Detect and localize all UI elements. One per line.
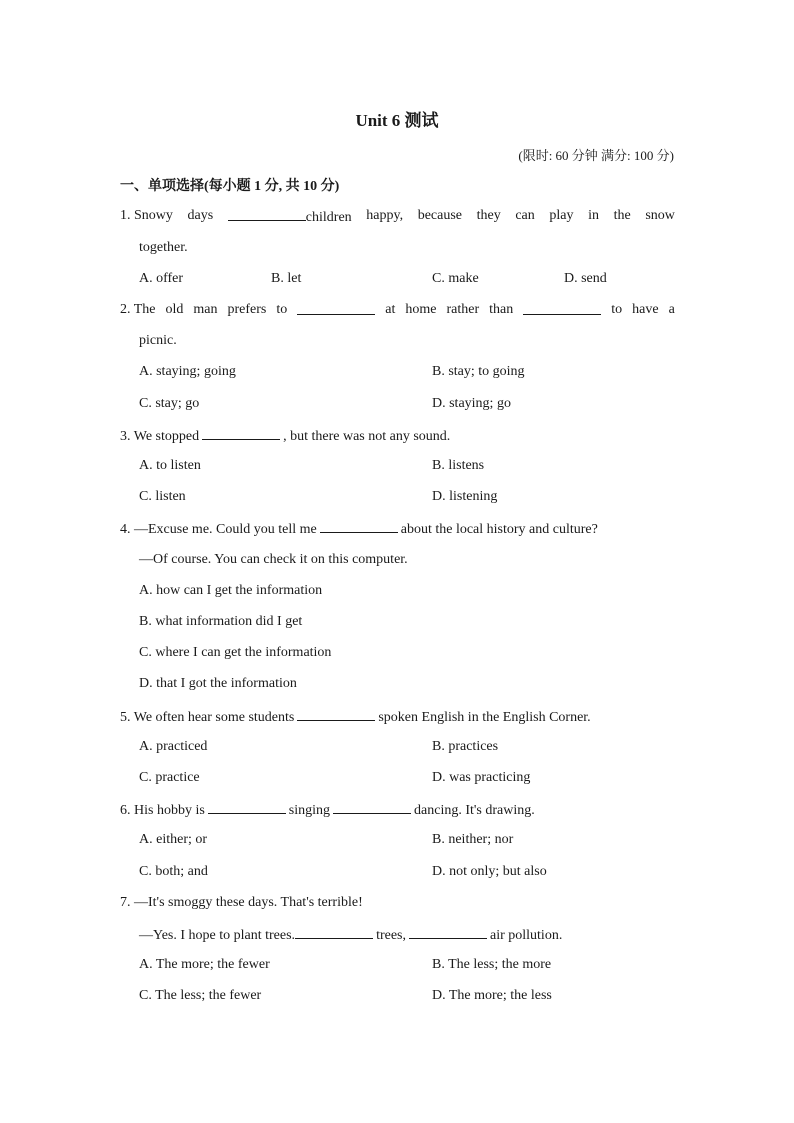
option-a[interactable]: A. how can I get the information [139, 583, 323, 598]
answer-blank[interactable] [297, 706, 375, 721]
word: in [588, 208, 599, 223]
question-2-stem [120, 300, 675, 320]
word: children [305, 210, 352, 225]
word: at [385, 302, 396, 317]
question-1-continuation: together. [139, 240, 188, 255]
stem-text: 6. His hobby is [120, 803, 205, 818]
question-6-stem [120, 799, 675, 821]
option-b[interactable]: B. stay; to going [432, 364, 525, 379]
question-7-reply [139, 924, 675, 946]
stem-text: , but there was not any sound. [283, 429, 451, 444]
section-heading: 一、单项选择(每小题 1 分, 共 10 分) [120, 179, 340, 194]
answer-blank[interactable] [409, 924, 487, 939]
word: they [476, 208, 501, 223]
option-c[interactable]: C. stay; go [139, 396, 200, 411]
stem-text: 3. We stopped [120, 429, 200, 444]
option-b[interactable]: B. The less; the more [432, 957, 552, 972]
option-b[interactable]: B. neither; nor [432, 832, 514, 847]
stem-text: air pollution. [490, 928, 563, 943]
word: 1. Snowy [120, 208, 173, 223]
option-d[interactable]: D. that I got the information [139, 676, 297, 691]
word: old [165, 302, 184, 317]
stem-text: spoken English in the English Corner. [378, 710, 591, 725]
page-title: Unit 6 测试 [355, 111, 439, 130]
option-c[interactable]: C. both; and [139, 864, 208, 879]
word: snow [645, 208, 675, 223]
option-c[interactable]: C. listen [139, 489, 186, 504]
word: the [613, 208, 631, 223]
stem-text: about the local history and culture? [400, 522, 598, 537]
option-b[interactable]: B. what information did I get [139, 614, 303, 629]
option-d[interactable]: D. staying; go [432, 396, 511, 411]
option-c[interactable]: C. practice [139, 770, 200, 785]
option-b[interactable]: B. practices [432, 739, 499, 754]
option-d[interactable]: D. was practicing [432, 770, 531, 785]
word: prefers [227, 302, 267, 317]
word: to [611, 302, 623, 317]
option-c[interactable]: C. make [432, 271, 479, 286]
option-d[interactable]: D. listening [432, 489, 498, 504]
question-7-stem: 7. —It's smoggy these days. That's terrible! [120, 895, 363, 910]
answer-blank[interactable] [523, 300, 601, 315]
question-3-stem [120, 425, 675, 447]
word: 2. The [120, 302, 156, 317]
question-5-stem [120, 706, 675, 728]
word: happy, [366, 208, 404, 223]
stem-text: dancing. It's drawing. [414, 803, 535, 818]
question-2-continuation: picnic. [139, 333, 177, 348]
word: man [193, 302, 218, 317]
option-c[interactable]: C. The less; the fewer [139, 988, 262, 1003]
stem-text: —Yes. I hope to plant trees. [139, 928, 296, 943]
answer-blank[interactable] [333, 799, 411, 814]
option-d[interactable]: D. not only; but also [432, 864, 547, 879]
option-c[interactable]: C. where I can get the information [139, 645, 332, 660]
word: can [515, 208, 535, 223]
option-d[interactable]: D. send [564, 271, 607, 286]
word: days [187, 208, 214, 223]
stem-text: 4. —Excuse me. Could you tell me [120, 522, 317, 537]
question-1-stem [120, 206, 675, 228]
answer-blank[interactable] [295, 924, 373, 939]
word: home [405, 302, 437, 317]
word: to [276, 302, 288, 317]
word: rather [446, 302, 480, 317]
option-b[interactable]: B. let [271, 271, 302, 286]
question-4-reply: —Of course. You can check it on this computer. [139, 552, 408, 567]
word: a [668, 302, 675, 317]
option-a[interactable]: A. to listen [139, 458, 201, 473]
exam-meta: (限时: 60 分钟 满分: 100 分) [518, 148, 674, 163]
answer-blank[interactable] [297, 300, 375, 315]
option-a[interactable]: A. either; or [139, 832, 208, 847]
answer-blank[interactable] [202, 425, 280, 440]
word: than [489, 302, 514, 317]
answer-blank[interactable] [208, 799, 286, 814]
option-a[interactable]: A. The more; the fewer [139, 957, 270, 972]
option-a[interactable]: A. staying; going [139, 364, 236, 379]
answer-blank-group [228, 206, 352, 228]
stem-text: trees, [376, 928, 406, 943]
answer-blank[interactable] [320, 518, 398, 533]
word: because [417, 208, 463, 223]
question-4-stem [120, 518, 675, 540]
option-a[interactable]: A. practiced [139, 739, 208, 754]
word: have [632, 302, 659, 317]
answer-blank[interactable] [228, 206, 306, 221]
option-b[interactable]: B. listens [432, 458, 485, 473]
stem-text: singing [288, 803, 331, 818]
word: play [549, 208, 574, 223]
option-d[interactable]: D. The more; the less [432, 988, 552, 1003]
stem-text: 5. We often hear some students [120, 710, 295, 725]
option-a[interactable]: A. offer [139, 271, 184, 286]
